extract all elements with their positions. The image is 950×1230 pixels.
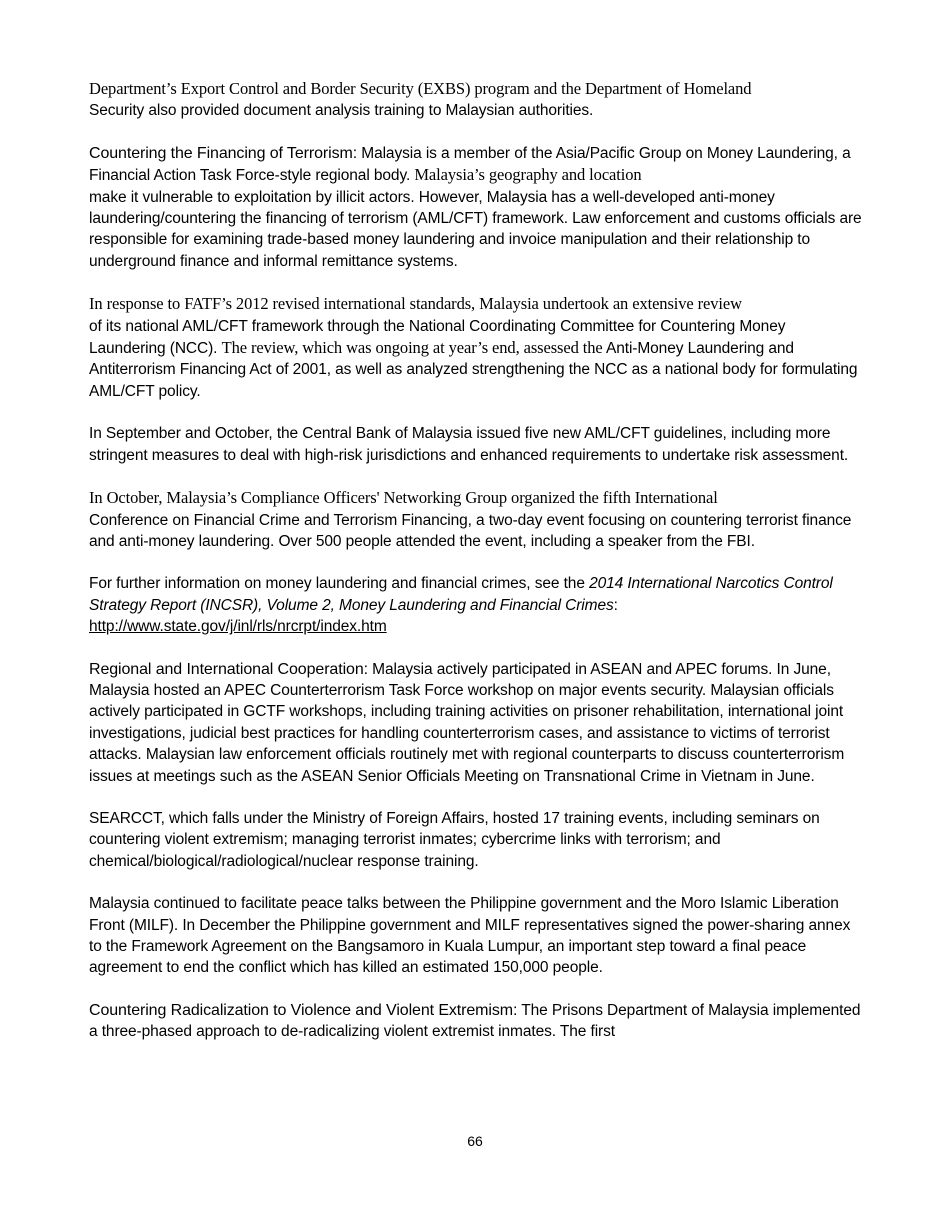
incsr-report-title: 2014 International Narcotics Control Strategy Report (INCSR), Volume 2, Money Laundering and Financial Crimes: [89, 575, 833, 614]
fatf-text-b: The review, which was ongoing at year’s end, assessed the: [221, 338, 603, 358]
paragraph-fatf: [89, 293, 864, 402]
paragraph-peace-talks: Malaysia continued to facilitate peace talks between the Philippine government and the Moro Islamic Liberation Front (MILF). In December the Philippine government and MILF representatives signed the power-sharing annex to the Framework Agreement on the Bangsamoro in Kuala Lumpur, an important step toward a final peace agreement to end the conflict which has killed an estimated 150,000 people.: [89, 895, 851, 977]
paragraph-exbs: [89, 78, 864, 122]
paragraph-central-bank: In September and October, the Central Bank of Malaysia issued five new AML/CFT guidelines, including more stringent measures to deal with high-risk jurisdictions and enhanced requirements to undertake risk assessment.: [89, 425, 849, 464]
paragraph-countering-radicalization: [89, 1000, 864, 1043]
section-heading-regional-cooperation: Regional and International Cooperation:: [89, 660, 368, 678]
paragraph-regional-cooperation: [89, 659, 864, 787]
further-info-colon: :: [613, 596, 618, 614]
paragraph-exbs-rest: Security also provided document analysis training to Malaysian authorities.: [89, 102, 594, 120]
regional-cooperation-text: Malaysia actively participated in ASEAN and APEC forums. In June, Malaysia hosted an APEC Counterterrorism Task Force workshop on major events security. Malaysian officials actively participated in GCTF workshops, including training activities on prisoner rehabilitation, international joint investigations, judicial best practices for handling counterterrorism cases, and assistance to victims of terrorist attacks. Malaysian law enforcement officials routinely met with regional counterparts to discuss counterterrorism issues at meetings such as the ASEAN Senior Officials Meeting on Transnational Crime in Vietnam in June.: [89, 660, 845, 785]
further-info-text: For further information on money laundering and financial crimes, see the: [89, 575, 590, 593]
document-body: [89, 78, 864, 1064]
fatf-text-a: of its national AML/CFT framework through the National Coordinating Committee for Countering Money Laundering (NCC).: [89, 317, 786, 358]
section-heading-countering-radicalization: Countering Radicalization to Violence and Violent Extremism:: [89, 1001, 518, 1019]
fatf-text-serif: In response to FATF’s 2012 revised international standards, Malaysia undertook an extensive review: [89, 294, 742, 314]
paragraph-conference: [89, 487, 864, 552]
cft-text-a: Malaysia is a member of the Asia/Pacific Group on Money Laundering, a Financial Action Task Force-style regional body.: [89, 144, 851, 185]
cft-text-c: make it vulnerable to exploitation by illicit actors. However, Malaysia has a well-developed anti-money laundering/countering the financing of terrorism (AML/CFT) framework. Law enforcement and customs officials are responsible for examining trade-based money laundering and invoice manipulation and their relationship to underground finance and informal remittance systems.: [89, 188, 862, 270]
incsr-link[interactable]: http://www.state.gov/j/inl/rls/nrcrpt/index.htm: [89, 618, 387, 636]
countering-radicalization-text: The Prisons Department of Malaysia implemented a three-phased approach to de-radicalizing violent extremist inmates. The first: [89, 1001, 861, 1041]
fatf-text-c: Anti-Money Laundering and Antiterrorism Financing Act of 2001, as well as analyzed strengthening the NCC as a national body for formulating AML/CFT policy.: [89, 340, 858, 400]
paragraph-searcct: SEARCCT, which falls under the Ministry of Foreign Affairs, hosted 17 training events, including seminars on countering violent extremism; managing terrorist inmates; cybercrime links with terrorism; and chemical/biological/radiological/nuclear response training.: [89, 809, 820, 870]
conference-text-rest: Conference on Financial Crime and Terrorism Financing, a two-day event focusing on countering terrorist finance and anti-money laundering. Over 500 people attended the event, including a speaker from the FBI.: [89, 511, 852, 550]
paragraph-exbs-serif: Department’s Export Control and Border Security (EXBS) program and the Department of Homeland: [89, 79, 752, 98]
conference-text-serif: In October, Malaysia’s Compliance Officers' Networking Group organized the fifth International: [89, 488, 718, 508]
page-number: 66: [467, 1133, 483, 1149]
paragraph-cft: [89, 143, 864, 272]
section-heading-cft: Countering the Financing of Terrorism:: [89, 144, 358, 162]
paragraph-further-info: [89, 573, 864, 637]
cft-text-b: Malaysia’s geography and location: [414, 165, 642, 185]
